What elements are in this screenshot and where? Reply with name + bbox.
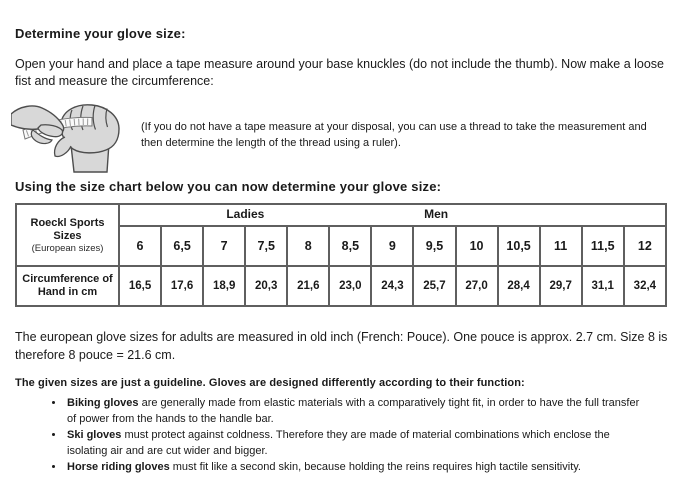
hand-tape-measure-illustration [11, 99, 131, 173]
circumference-row [16, 266, 666, 306]
size-cell: 7 [203, 226, 245, 266]
circumference-cell: 16,5 [119, 266, 161, 306]
circumference-cell: 28,4 [498, 266, 540, 306]
bullet-lead: Horse riding gloves [67, 461, 170, 473]
bullet-text: must protect against coldness. Therefore they are made of material combinations which enclose the isolating air and are cut wider and bigger. [67, 429, 610, 457]
circumference-cell: 20,3 [245, 266, 287, 306]
thread-alternative-note: (If you do not have a tape measure at your disposal, you can use a thread to take the measurement and then determine the length of the thread using a ruler). [141, 121, 647, 149]
circumference-cell: 18,9 [203, 266, 245, 306]
bullet-lead: Ski gloves [67, 429, 122, 441]
list-item-ski-gloves [65, 428, 645, 459]
row-header-circumference [16, 266, 119, 306]
circumference-cell: 25,7 [413, 266, 455, 306]
glove-size-table [15, 203, 667, 307]
men-label: Men [424, 207, 449, 221]
size-cell: 6 [119, 226, 161, 266]
row-header-line: Hand in cm [37, 286, 98, 298]
row-header-subline: (European sizes) [31, 242, 104, 254]
gender-group-cell [119, 204, 666, 226]
bullet-lead: Biking gloves [67, 397, 139, 409]
bullet-text: must fit like a second skin, because holding the reins requires high tactile sensitivity. [169, 461, 581, 473]
size-cell: 10 [456, 226, 498, 266]
size-chart-heading: Using the size chart below you can now determine your glove size: [15, 179, 442, 194]
guideline-note: The given sizes are just a guideline. Gloves are designed differently according to their function: [15, 377, 525, 389]
circumference-cell: 21,6 [287, 266, 329, 306]
size-cell: 11 [540, 226, 582, 266]
circumference-cell: 32,4 [624, 266, 666, 306]
circumference-cell: 27,0 [456, 266, 498, 306]
glove-types-list [15, 396, 645, 476]
list-item-horse-riding-gloves [65, 460, 645, 476]
circumference-cell: 24,3 [371, 266, 413, 306]
circumference-cell: 23,0 [329, 266, 371, 306]
circumference-cell: 31,1 [582, 266, 624, 306]
size-cell: 9,5 [413, 226, 455, 266]
size-cell: 11,5 [582, 226, 624, 266]
pouce-explanation: The european glove sizes for adults are measured in old inch (French: Pouce). One pouce is approx. 2.7 cm. Size 8 is therefore 8 pouce = 21.6 cm. [15, 330, 668, 362]
size-cell: 7,5 [245, 226, 287, 266]
size-cell: 9 [371, 226, 413, 266]
list-item-biking-gloves [65, 396, 645, 427]
ladies-label: Ladies [226, 207, 265, 221]
size-cell: 12 [624, 226, 666, 266]
size-cell: 8,5 [329, 226, 371, 266]
page-title: Determine your glove size: [15, 26, 186, 41]
size-cell: 10,5 [498, 226, 540, 266]
row-header-roeckl-sizes [16, 204, 119, 266]
size-cell: 6,5 [161, 226, 203, 266]
size-cell: 8 [287, 226, 329, 266]
measurement-figure-row [15, 99, 667, 173]
gender-group-row [16, 204, 666, 226]
circumference-cell: 29,7 [540, 266, 582, 306]
row-header-line: Sizes [53, 229, 82, 242]
row-header-line: Roeckl Sports [30, 216, 105, 229]
bullet-text: are generally made from elastic materials with a comparatively tight fit, in order to have the full transfer of power from the hands to the handle bar. [67, 397, 640, 425]
intro-paragraph: Open your hand and place a tape measure around your base knuckles (do not include the thumb). Now make a loose fist and measure the circumference: [15, 57, 665, 88]
row-header-line: Circumference of [22, 273, 113, 285]
circumference-cell: 17,6 [161, 266, 203, 306]
